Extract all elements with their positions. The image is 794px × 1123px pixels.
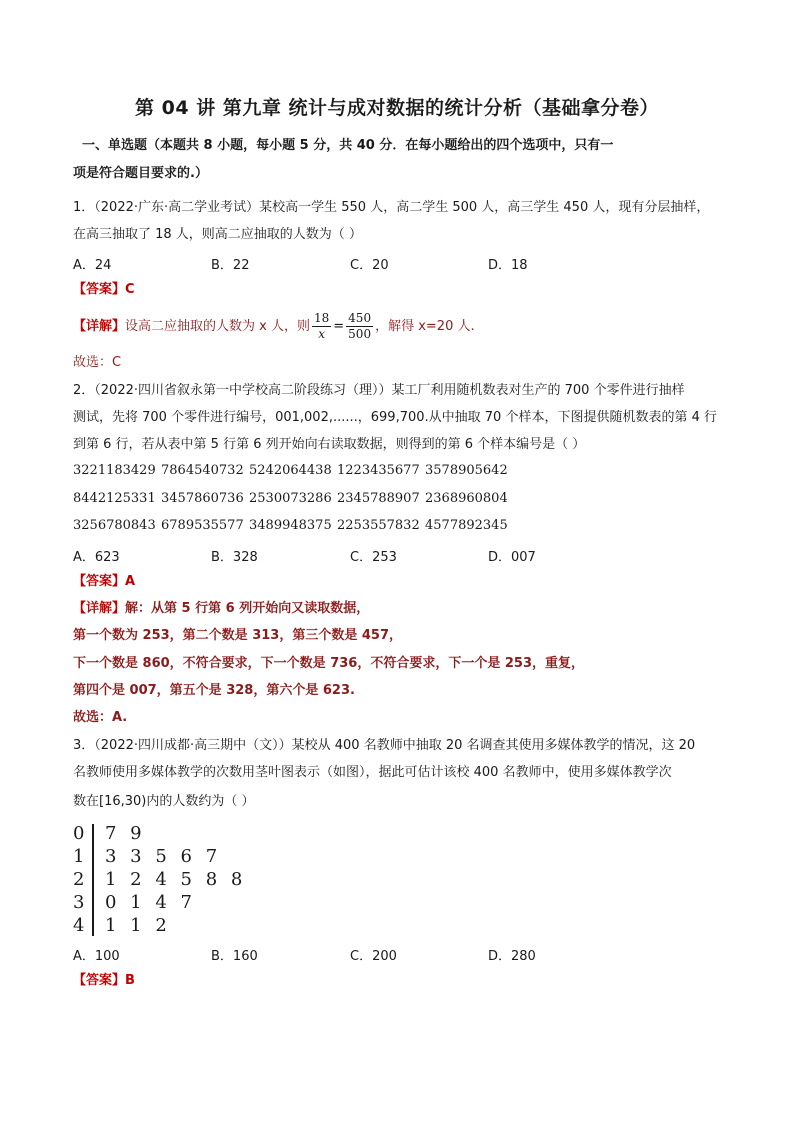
stem-leaf-row: 1 3 3 5 6 7	[73, 846, 222, 867]
answer-value: A	[125, 574, 136, 589]
q1-option-b: B．22	[211, 258, 250, 273]
q1-option-c: C．20	[350, 258, 389, 273]
answer-label: 【答案】	[73, 574, 126, 589]
q1-answer	[73, 281, 135, 299]
q2-option-b: B．328	[211, 550, 258, 565]
q2-conclusion: 故选：A.	[73, 710, 128, 725]
q3-answer	[73, 972, 135, 990]
answer-label: 【答案】	[73, 282, 126, 297]
q3-text-line1: 3．（2022·四川成都·高三期中（文））某校从 400 名教师中抽取 20 名调查其使用多媒体教学的情况，这 20	[73, 738, 696, 753]
detail-text-post: ，解得 x=20 人.	[375, 319, 475, 334]
answer-value: C	[125, 282, 135, 297]
q1-text-line2: 在高三抽取了 18 人，则高二应抽取的人数为（ ）	[73, 227, 362, 242]
q2-detail-line4: 第四个是 007，第五个是 328，第六个是 623.	[73, 683, 355, 698]
fraction-18-over-x: $\frac{18}{x}$	[313, 311, 330, 341]
random-table-row-5: 8442125331 3457860736 2530073286 2345788907 2368960804	[73, 491, 508, 506]
q3-text-line3: 数在[16,30)内的人数约为（ ）	[73, 794, 255, 809]
page-title: 第 04 讲 第九章 统计与成对数据的统计分析（基础拿分卷）	[135, 97, 659, 119]
q2-text-line3: 到第 6 行，若从表中第 5 行第 6 列开始向右读取数据，则得到的第 6 个样本编号是（ ）	[73, 437, 586, 452]
q2-option-a: A．623	[73, 550, 120, 565]
q3-text-line2: 名教师使用多媒体教学的次数用茎叶图表示（如图），据此可估计该校 400 名教师中，使用多媒体教学次	[73, 765, 672, 780]
q2-text-line2: 测试，先将 700 个零件进行编号，001,002,......，699,700.从中抽取 70 个样本，下图提供随机数表的第 4 行	[73, 410, 717, 425]
q3-option-b: B．160	[211, 949, 258, 964]
q1-option-a: A．24	[73, 258, 112, 273]
stem-leaf-row: 0 7 9	[73, 823, 146, 844]
q1-conclusion: 故选：C	[73, 355, 122, 370]
detail-text: 解：从第 5 行第 6 列开始向又读取数据，	[125, 601, 370, 616]
section-heading-line2: 项是符合题目要求的.）	[73, 166, 208, 181]
q2-detail-line2: 第一个数为 253，第二个数是 313，第三个数是 457，	[73, 628, 402, 643]
q3-option-c: C．200	[350, 949, 397, 964]
detail-label: 【详解】	[73, 601, 126, 616]
q2-option-c: C．253	[350, 550, 397, 565]
detail-text-pre: 设高二应抽取的人数为 x 人，则	[125, 319, 310, 334]
q2-detail-line3: 下一个数是 860，不符合要求，下一个数是 736，不符合要求，下一个是 253，重复，	[73, 656, 584, 671]
section-heading-line1: 一、单选题（本题共 8 小题，每小题 5 分，共 40 分．在每小题给出的四个选项中，只有一	[82, 138, 614, 153]
q1-option-d: D．18	[488, 258, 528, 273]
fraction-450-over-500: $\frac{450}{500}$	[348, 311, 372, 341]
q2-detail-line1	[73, 600, 369, 618]
random-table-row-6: 3256780843 6789535577 3489948375 2253557832 4577892345	[73, 518, 508, 533]
q3-option-d: D．280	[488, 949, 536, 964]
random-table-row-4: 3221183429 7864540732 5242064438 1223435677 3578905642	[73, 463, 508, 478]
q2-text-line1: 2．（2022·四川省叙永第一中学校高二阶段练习（理））某工厂利用随机数表对生产的 700 个零件进行抽样	[73, 383, 685, 398]
stem-leaf-plot	[73, 822, 246, 937]
answer-value: B	[125, 973, 135, 988]
q3-option-a: A．100	[73, 949, 120, 964]
equals-sign: =	[333, 319, 345, 334]
stem-leaf-row: 2 1 2 4 5 8 8	[73, 869, 247, 890]
q2-answer	[73, 573, 135, 591]
stem-divider-line	[92, 824, 94, 936]
stem-leaf-row: 3 0 1 4 7	[73, 892, 196, 913]
stem-leaf-row: 4 1 1 2	[73, 915, 171, 936]
detail-label: 【详解】	[73, 319, 126, 334]
q1-detail	[73, 309, 475, 345]
q2-option-d: D．007	[488, 550, 536, 565]
q1-text-line1: 1．（2022·广东·高二学业考试）某校高一学生 550 人，高二学生 500 人，高三学生 450 人，现有分层抽样，	[73, 200, 710, 215]
answer-label: 【答案】	[73, 973, 126, 988]
